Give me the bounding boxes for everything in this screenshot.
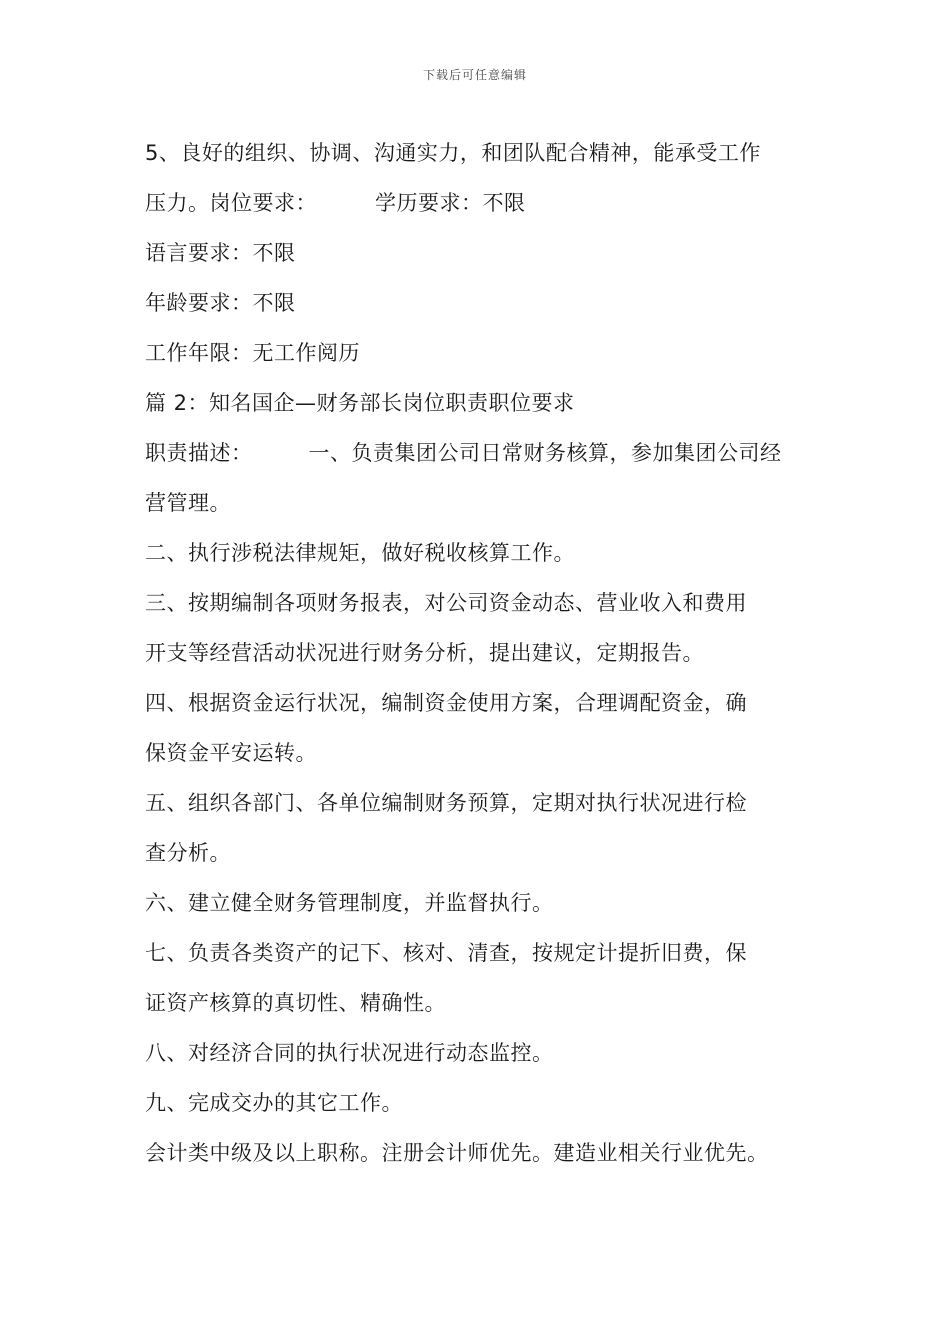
paragraph-line: 压力。岗位要求： 学历要求：不限 (145, 191, 526, 215)
paragraph-line: 查分析。 (145, 841, 231, 865)
paragraph-line: 四、根据资金运行状况，编制资金使用方案，合理调配资金，确 (145, 691, 747, 715)
education-requirement: 学历要求：不限 (375, 191, 526, 215)
paragraph-line: 职责描述： 一、负责集团公司日常财务核算，参加集团公司经 (145, 441, 782, 465)
paragraph-line: 八、对经济合同的执行状况进行动态监控。 (145, 1041, 554, 1065)
paragraph-line: 保资金平安运转。 (145, 741, 317, 765)
section-heading: 篇 2：知名国企—财务部长岗位职责职位要求 (145, 391, 575, 415)
paragraph-line: 营管理。 (145, 491, 231, 515)
document-body (145, 128, 825, 1178)
duty-item-1: 一、负责集团公司日常财务核算，参加集团公司经 (308, 441, 782, 465)
paragraph-line: 证资产核算的真切性、精确性。 (145, 991, 446, 1015)
paragraph-line: 六、建立健全财务管理制度，并监督执行。 (145, 891, 554, 915)
paragraph-line: 工作年限：无工作阅历 (145, 341, 360, 365)
paragraph-line: 年龄要求：不限 (145, 291, 296, 315)
paragraph-line: 五、组织各部门、各单位编制财务预算，定期对执行状况进行检 (145, 791, 747, 815)
paragraph-line: 会计类中级及以上职称。注册会计师优先。建造业相关行业优先。 (145, 1141, 769, 1165)
paragraph-line: 5、良好的组织、协调、沟通实力，和团队配合精神，能承受工作 (145, 141, 761, 165)
paragraph-line: 二、执行涉税法律规矩，做好税收核算工作。 (145, 541, 575, 565)
paragraph-line: 三、按期编制各项财务报表，对公司资金动态、营业收入和费用 (145, 591, 747, 615)
paragraph-line: 语言要求：不限 (145, 241, 296, 265)
paragraph-line: 七、负责各类资产的记下、核对、清查，按规定计提折旧费，保 (145, 941, 747, 965)
paragraph-line: 九、完成交办的其它工作。 (145, 1091, 403, 1115)
page-header: 下载后可任意编辑 (422, 68, 527, 82)
paragraph-line: 开支等经营活动状况进行财务分析，提出建议，定期报告。 (145, 641, 704, 665)
